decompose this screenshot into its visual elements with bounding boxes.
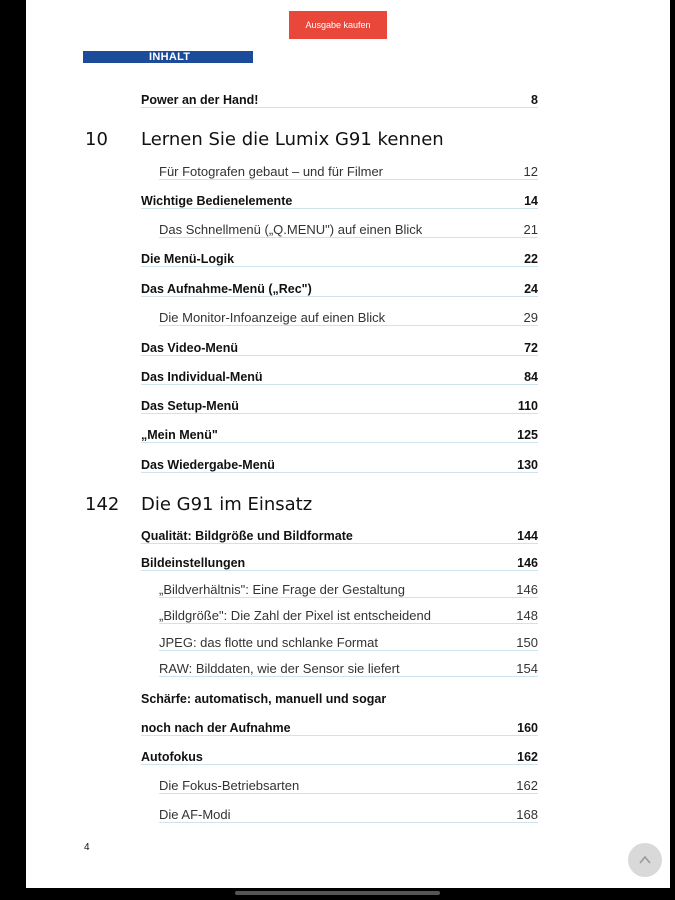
toc-entry[interactable] [141,456,538,473]
buy-issue-button[interactable]: Ausgabe kaufen [289,11,387,39]
toc-entry-page: 144 [517,529,538,543]
toc-entry-page: 130 [517,458,538,472]
toc-entry-page: 29 [523,310,538,325]
toc-entry[interactable] [141,250,538,267]
toc-entry-page: 160 [517,721,538,735]
toc-entry-title: Autofokus [141,750,203,764]
toc-entry-page: 146 [516,582,538,597]
toc-entry-title: Wichtige Bedienelemente [141,194,293,208]
toc-entry-page: 154 [516,661,538,676]
toc-entry-page: 12 [523,164,538,179]
toc-entry[interactable] [141,689,538,706]
toc-entry-title: „Bildgröße": Die Zahl der Pixel ist entscheidend [159,608,431,623]
toc-entry-title: Die Monitor-Infoanzeige auf einen Blick [159,310,386,325]
toc-entry-page: 162 [516,778,538,793]
toc-entry[interactable] [159,309,538,326]
chapter-number: 142 [85,494,120,515]
toc-entry-title: RAW: Bilddaten, wie der Sensor sie liefert [159,661,400,676]
toc-entry-title: Die Fokus-Betriebsarten [159,778,300,793]
toc-entry-title: Das Setup-Menü [141,399,239,413]
toc-entry-title: noch nach der Aufnahme [141,721,291,735]
toc-entry[interactable] [141,280,538,297]
toc-entry-title: „Bildverhältnis": Eine Frage der Gestaltung [159,582,405,597]
toc-entry-intro[interactable] [141,91,538,108]
toc-entry-page: 110 [517,399,538,413]
chapter-number: 10 [85,129,108,150]
toc-entry[interactable] [141,719,538,736]
toc-entry[interactable] [141,748,538,765]
toc-entry[interactable] [141,554,538,571]
toc-entry[interactable] [159,163,538,180]
page-number: 4 [84,842,90,853]
toc-entry[interactable] [141,339,538,356]
toc-entry-title: Für Fotografen gebaut – und für Filmer [159,164,384,179]
toc-entry-title: Die AF-Modi [159,807,231,822]
toc-entry-page: 168 [516,807,538,822]
toc-entry[interactable] [141,192,538,209]
chevron-up-icon [638,853,652,867]
toc-entry[interactable] [159,581,538,598]
toc-entry-page: 84 [524,370,538,384]
toc-entry-title: Das Schnellmenü („Q.MENU") auf einen Blick [159,222,423,237]
toc-entry-title: Die Menü-Logik [141,252,235,266]
toc-entry-title: Das Aufnahme-Menü („Rec") [141,282,312,296]
toc-entry-page: 24 [524,282,538,296]
toc-entry[interactable] [141,426,538,443]
toc-entry[interactable] [159,607,538,624]
toc-entry-page: 125 [517,428,538,442]
toc-entry[interactable] [159,221,538,238]
toc-entry-title: „Mein Menü" [141,428,218,442]
toc-entry-title: Das Individual-Menü [141,370,263,384]
toc-entry-page: 148 [516,608,538,623]
toc-entry[interactable] [159,806,538,823]
toc-entry[interactable] [141,368,538,385]
toc-entry-page: 150 [516,635,538,650]
toc-entry-page: 22 [524,252,538,266]
toc-entry-page: 146 [517,556,538,570]
scroll-to-top-button[interactable] [628,843,662,877]
toc-entry-title: Power an der Hand! [141,93,259,107]
toc-entry-title: Das Video-Menü [141,341,239,355]
toc-entry[interactable] [159,660,538,677]
toc-entry[interactable] [141,527,538,544]
toc-entry[interactable] [159,777,538,794]
toc-entry[interactable] [159,634,538,651]
chapter-title[interactable]: Lernen Sie die Lumix G91 kennen [141,129,444,150]
toc-entry[interactable] [141,397,538,414]
toc-entry-title: Das Wiedergabe-Menü [141,458,275,472]
toc-entry-title: Schärfe: automatisch, manuell und sogar [141,692,387,706]
section-label: INHALT [83,51,253,63]
toc-entry-page: 8 [531,93,538,107]
toc-entry-title: Qualität: Bildgröße und Bildformate [141,529,353,543]
toc-entry-title: Bildeinstellungen [141,556,246,570]
toc-entry-page: 72 [524,341,538,355]
chapter-title[interactable]: Die G91 im Einsatz [141,494,313,515]
toc-entry-title: JPEG: das flotte und schlanke Format [159,635,378,650]
toc-entry-page: 14 [524,194,538,208]
toc-entry-page: 162 [517,750,538,764]
home-indicator[interactable] [235,891,440,895]
toc-entry-page: 21 [523,222,538,237]
